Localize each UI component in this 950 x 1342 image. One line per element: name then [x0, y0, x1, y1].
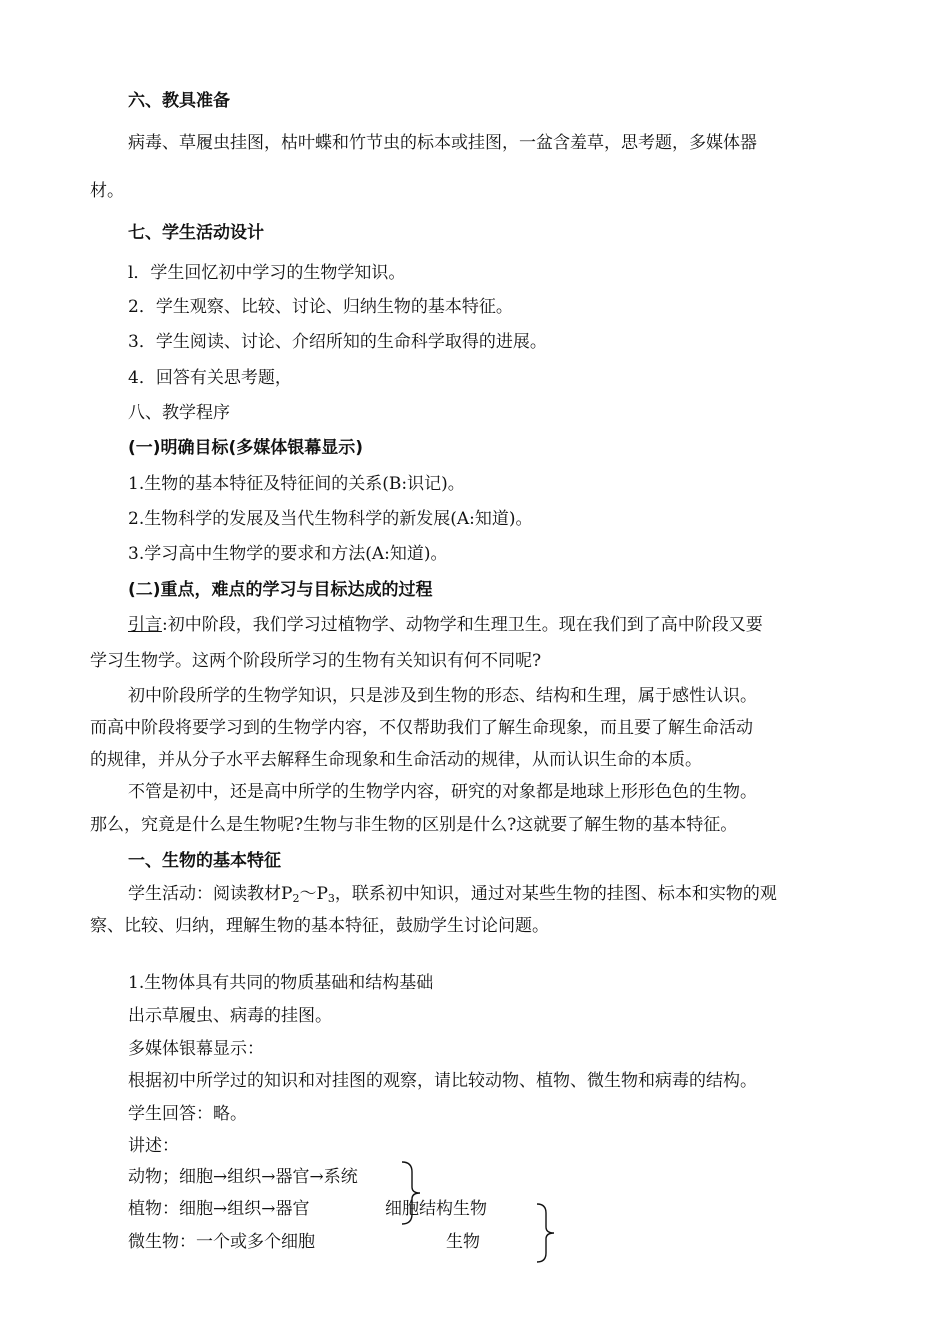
- para2-line1: 不管是初中，还是高中所学的生物学内容，研究的对象都是地球上形形色色的生物。: [128, 782, 757, 802]
- plant-line: 植物：细胞→组织→器官: [128, 1199, 310, 1219]
- section7-heading: 七、学生活动设计: [128, 223, 264, 243]
- goal-3: 3.学习高中生物学的要求和方法(A:知道)。: [128, 544, 448, 564]
- screen-line: 多媒体银幕显示：: [128, 1039, 264, 1059]
- activity-line1: 学生活动：阅读教材$P_2\sim P_3$，联系初中知识，通过对某些生物的挂图、标本和实物的观: [128, 884, 777, 905]
- question-line: 根据初中所学过的知识和对挂图的观察，请比较动物、植物、微生物和病毒的结构。: [128, 1071, 757, 1091]
- para2-line2: 那么，究竟是什么是生物呢?生物与非生物的区别是什么?这就要了解生物的基本特征。: [90, 815, 738, 835]
- section6-line2: 材。: [90, 181, 124, 201]
- lecture-line: 讲述：: [128, 1136, 179, 1156]
- animal-line: 动物；细胞→组织→器官→系统: [128, 1167, 358, 1187]
- goals-heading: (一)明确目标(多媒体银幕显示): [128, 438, 364, 458]
- cell-organism-label: 细胞结构生物: [385, 1199, 487, 1219]
- section6-heading: 六、教具准备: [128, 91, 230, 111]
- brace-icon: [534, 1202, 556, 1264]
- intro-label: 引言: [128, 615, 162, 635]
- section7-item-4: 4．回答有关思考题，: [128, 368, 292, 388]
- para1-line1: 初中阶段所学的生物学知识，只是涉及到生物的形态、结构和生理，属于感性认识。: [128, 686, 757, 706]
- section7-item-3: 3．学生阅读、讨论、介绍所知的生命科学取得的进展。: [128, 332, 547, 352]
- section8-heading: 八、教学程序: [128, 403, 230, 423]
- point1: 1.生物体具有共同的物质基础和结构基础: [128, 973, 434, 993]
- goal-1: 1.生物的基本特征及特征间的关系(B:识记)。: [128, 474, 465, 494]
- intro-line2: 学习生物学。这两个阶段所学习的生物有关知识有何不同呢?: [90, 651, 542, 671]
- process-heading: (二)重点，难点的学习与目标达成的过程: [128, 580, 433, 600]
- organism-label: 生物: [446, 1232, 480, 1252]
- brace-icon: [398, 1160, 422, 1226]
- intro-line1: [128, 610, 763, 635]
- microbe-line: 微生物：一个或多个细胞: [128, 1232, 315, 1252]
- show-line: 出示草履虫、病毒的挂图。: [128, 1006, 332, 1026]
- activity-line2: 察、比较、归纳，理解生物的基本特征，鼓励学生讨论问题。: [90, 916, 549, 936]
- para1-line2: 而高中阶段将要学习到的生物学内容，不仅帮助我们了解生命现象，而且要了解生命活动: [90, 718, 753, 738]
- part1-heading: 一、生物的基本特征: [128, 851, 281, 871]
- goal-2: 2.生物科学的发展及当代生物科学的新发展(A:知道)。: [128, 509, 533, 529]
- section7-item-2: 2．学生观察、比较、讨论、归纳生物的基本特征。: [128, 297, 513, 317]
- section6-line1: 病毒、草履虫挂图，枯叶蝶和竹节虫的标本或挂图，一盆含羞草，思考题，多媒体器: [128, 133, 757, 153]
- section7-item-1: l．学生回忆初中学习的生物学知识。: [128, 263, 406, 283]
- para1-line3: 的规律，并从分子水平去解释生命现象和生命活动的规律，从而认识生命的本质。: [90, 750, 702, 770]
- intro-text: :初中阶段，我们学习过植物学、动物学和生理卫生。现在我们到了高中阶段又要: [162, 615, 763, 635]
- answer-line: 学生回答：略。: [128, 1104, 247, 1124]
